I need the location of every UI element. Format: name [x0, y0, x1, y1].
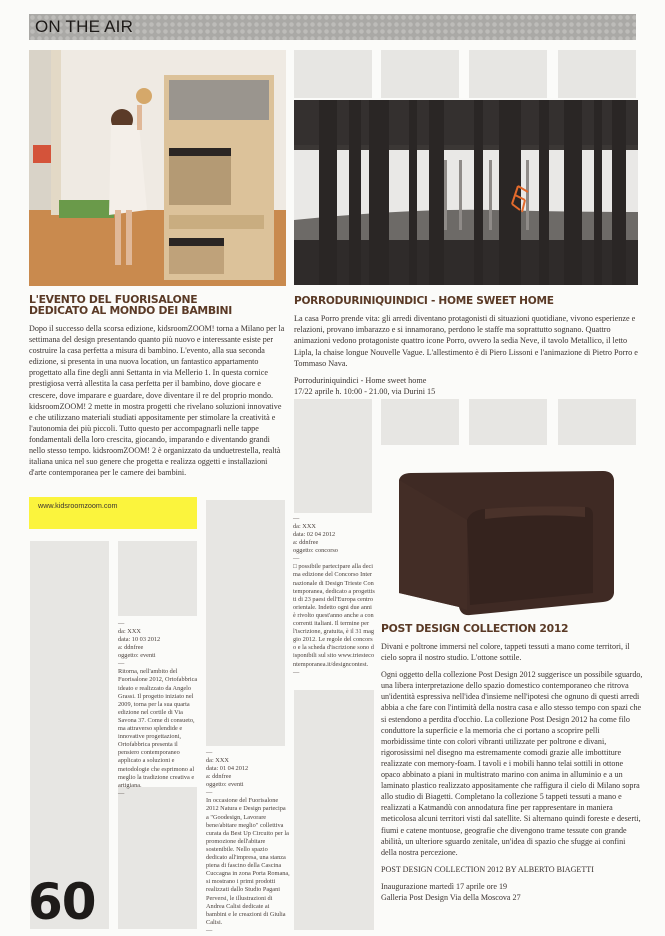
page-number: 60: [28, 873, 96, 931]
article-title-line: L'EVENTO DEL FUORISALONE: [29, 293, 198, 306]
article-body-porro: [294, 313, 644, 397]
armchair-image: [385, 465, 641, 620]
memo-subject: oggetto: eventi: [118, 652, 156, 660]
placeholder-tile: [206, 500, 285, 746]
placeholder-tile: [558, 399, 636, 445]
article-body-postdesign: [381, 641, 643, 903]
memo-divider: —: [293, 555, 300, 563]
memo-to: a: ddnfree: [206, 773, 232, 781]
armchair-photo: [385, 465, 641, 620]
memo-from: da: XXX: [206, 757, 229, 764]
memo-body: In occasione del Fuorisalone 2012 Natura e Design partecipa a "Goodesign, Lavorare bene/abitare meglio" collettiva curata da Best Up Circuito per la promozione dell'abitare sostenibile. Nello spazio dedicato all'impresa, una stanza piena di fascino della Cascina Cuccagna in zona Porta Romana, si mostrano i primi prodotti realizzati dallo Studio Pagani Perversi, le illustrazioni di Andrea Calisi dedicate ai bambini e le creazioni di Giulia Calisi.: [206, 797, 290, 926]
memo-date: data: 10 03 2012: [118, 636, 161, 644]
article-paragraph: La casa Porro prende vita: gli arredi diventano protagonisti di situazioni quotidiane, vivono esperienze e relazioni, provano imbarazzo e si innamorano, perdono le staffe ma soprattutto sognano. Quattro animazioni vedono protagoniste quattro icone Porro, ovvero la sedia Neve, il tavolo Metallico, il letto Lipla, la chaise longue Nouvelle Vague. L'allestimento è di Piero Lissoni e l'animazione di Pietro Porro e Tommaso Nava.: [294, 314, 638, 368]
memo-divider: —: [293, 668, 300, 676]
section-header: [29, 14, 636, 40]
placeholder-tile: [469, 399, 547, 445]
article-title-postdesign: [381, 623, 645, 634]
article-credit: POST DESIGN COLLECTION 2012 BY ALBERTO BIAGETTI: [381, 864, 594, 874]
memo-divider: —: [293, 515, 300, 522]
placeholder-tile: [294, 399, 372, 513]
memo-to: a: ddnfree: [293, 539, 319, 547]
memo-card: [206, 749, 290, 935]
article-title-kids: [29, 294, 289, 316]
article-title-line: DEDICATO AL MONDO DEI BAMBINI: [29, 304, 232, 317]
placeholder-tile: [558, 50, 636, 98]
url-box: [29, 497, 197, 529]
placeholder-tile: [381, 399, 459, 445]
memo-to: a: ddnfree: [118, 644, 144, 652]
placeholder-tile: [118, 787, 197, 929]
event-info-line: Porroduriniquindici - Home sweet home: [294, 376, 427, 386]
memo-divider: —: [206, 789, 213, 797]
article-paragraph: Dopo il successo della scorsa edizione, kidsroomZOOM! torna a Milano per la settimana del design presentando quanto più nuovo e interessante esiste per costruire la casa perfetta a misura di bambino. L'evento, alla sua seconda edizione, si presenta in una nuova location, un fantastico appartamento progettato alla fine degli anni Settanta in via Mellerio 1. In questa cornice prestigiosa verrà allestita la casa perfetta per il bambino, dove giocare e crescere, dove imparare e guardare, dove diventare il re del proprio mondo. kidsroomZOOM! 2 mette in mostra progetti che rivelano soluzioni innovative e che utilizzano materiali studiati appositamente per stimolare la creatività e l'autonomia dei più piccoli. Tutto questo per accompagnarli nelle tappe fondamentali della loro crescita, giocando, imparando e diventando grandi nello stesso tempo. kidsroomZOOM! 2 è organizzato da unduetrestella, realtà italiana unica nel suo genere che progetta e realizza oggetti e installazioni d'arte contemporanea per le camere dei bambini.: [29, 324, 285, 478]
article-lead: Divani e poltrone immersi nel colore, tappeti tessuti a mano come territori, il cielo sopra il nostro studio. L'ottone sottile.: [381, 642, 630, 663]
memo-subject: oggetto: eventi: [206, 781, 244, 789]
kids-room-illustration: [29, 50, 286, 286]
placeholder-tile: [381, 50, 459, 98]
placeholder-tile: [469, 50, 547, 98]
placeholder-tile: [30, 541, 109, 929]
placeholder-tile: [118, 541, 197, 616]
placeholder-tile: [294, 50, 372, 98]
memo-divider: —: [118, 660, 125, 668]
article-body-kids: [29, 323, 287, 484]
forest-illustration: [294, 100, 638, 285]
event-info-line: Galleria Post Design Via della Moscova 27: [381, 892, 521, 902]
memo-body: Ritorna, nell'ambito del Fuorisalone 2012, Ortofabbrica ideato e realizzato da Angelo Grassi. Il progetto iniziato nel 2009, torna per la sua quarta edizione nel cortile di Via Savona 37. Come di consueto, ma attraverso splendide e innovative progettazioni, Ortofabbrica presenta il pensiero contemporaneo applicato a soluzioni e metodologie che esprimono al meglio la tradizione creativa e artigiana.: [118, 668, 198, 789]
memo-from: da: XXX: [118, 628, 141, 635]
memo-subject: oggetto: concorso: [293, 547, 338, 555]
memo-date: data: 02 04 2012: [293, 531, 336, 539]
placeholder-tile: [294, 690, 374, 930]
forest-scene: [294, 100, 638, 285]
memo-divider: —: [118, 789, 125, 797]
website-link[interactable]: www.kidsroomzoom.com: [38, 501, 118, 510]
article-paragraph: Ogni oggetto della collezione Post Design 2012 suggerisce un possibile sguardo, una libera interpretazione dello spazio domestico contemporaneo che ritrova un'identità espressiva nell'idea d'insieme nell'ipotesi che ognuno di questi arredi abbia a che fare con l'intimità della nostra casa e allo stesso tempo con spazi che si estendono a perdita d'occhio. La collezione Post Design 2012 ha come filo conduttore la superficie e la memoria che ci portano a scoprire pelli morbidissime tinte con colori vibranti utilizzate per poltrone e divani, rigorosissimi nel disegno ma estremamente comodi grazie alle imbottiture realizzate con memory-foam. I tavoli e i mobili hanno telai sottili in ottone opaco abbinato a piani in multistrato marino con anima in alluminio e a un laminato plastico realizzato appositamente che raffigura il cielo di Milano sopra allo studio di Biagetti. Completano la collezione 5 tappeti tessuti a mano e realizzati a Katmandù con annodatura fine per rappresentare in maniera meticolosa alcuni territori visti dal satellite. Si alternano quindi foreste e deserti, fiumi e catene montuose, geografie che divengono trame tessute con grande abilità, un ulteriore sguardo zenitale, un'idea di spazio che sfugge ai confini della nostra percezione.: [381, 670, 643, 857]
article-title-line: PORRODURINIQUINDICI - HOME SWEET HOME: [294, 295, 554, 307]
memo-date: data: 01 04 2012: [206, 765, 249, 773]
memo-divider: —: [206, 749, 213, 756]
memo-divider: —: [206, 926, 213, 934]
article-title-line: POST DESIGN COLLECTION 2012: [381, 622, 569, 635]
event-info-line: 17/22 aprile h. 10:00 - 21.00, via Durini 15: [294, 387, 436, 397]
memo-from: da: XXX: [293, 523, 316, 530]
memo-divider: —: [118, 620, 125, 627]
memo-card: [293, 515, 375, 677]
memo-card: [118, 620, 200, 798]
event-info-line: Inaugurazione martedì 17 aprile ore 19: [381, 881, 508, 891]
article-title-porro: [294, 296, 644, 307]
kids-room-photo: [29, 50, 286, 286]
memo-body: □ possibile partecipare alla decima edizione del Concorso Internazionale di Design Trieste Contemporanea, dedicato a progettisti di 23 paesi dell'Europa centro orientale. Indetto ogni due anni è rivolto quest'anno anche a concorrenti italiani. Il termine per l'iscrizione, gratuita, è il 31 maggio 2012. Le regole del concorso e la scheda d'iscrizione sono disponibili sul sito www.triestecontemporanea.it/designcontest.: [293, 563, 375, 668]
section-title: ON THE AIR: [35, 17, 134, 36]
